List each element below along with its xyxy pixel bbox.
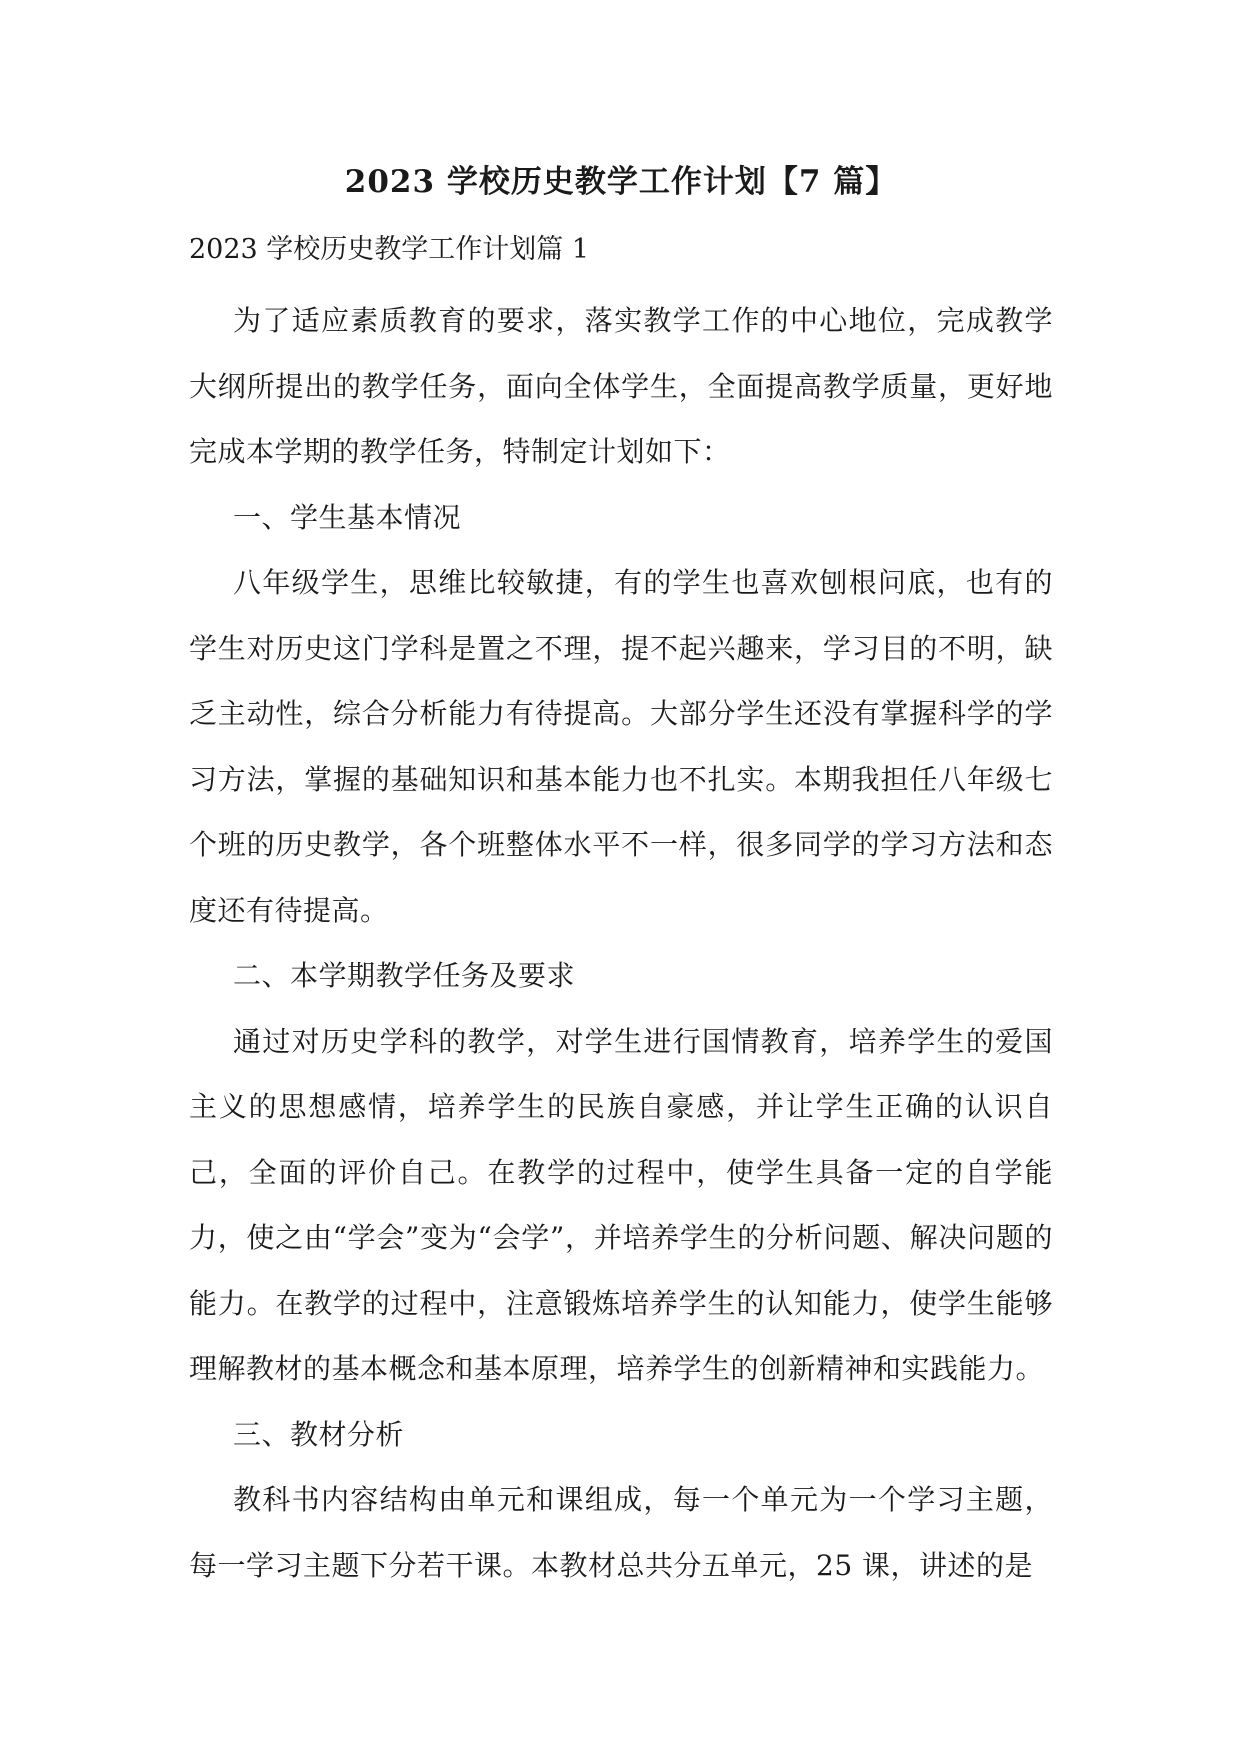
paragraph-textbook-analysis: 教科书内容结构由单元和课组成，每一个单元为一个学习主题，每一学习主题下分若干课。本教材总共分五单元，25 课，讲述的是 [189, 1483, 1053, 1582]
paragraph-student-situation: 八年级学生，思维比较敏捷，有的学生也喜欢刨根问底，也有的学生对历史这门学科是置之不理，提不起兴趣来，学习目的不明，缺乏主动性，综合分析能力有待提高。大部分学生还没有掌握科学的学习方法，掌握的基础知识和基本能力也不扎实。本期我担任八年级七个班的历史教学，各个班整体水平不一样，很多同学的学习方法和态度还有待提高。 [189, 566, 1053, 927]
document-body [189, 288, 1053, 1598]
heading-student-situation: 一、学生基本情况 [233, 500, 462, 534]
heading-textbook-analysis: 三、教材分析 [233, 1417, 405, 1451]
heading-teaching-tasks: 二、本学期教学任务及要求 [233, 959, 576, 992]
paragraph-intro: 为了适应素质教育的要求，落实教学工作的中心地位，完成教学大纲所提出的教学任务，面向全体学生，全面提高教学质量，更好地完成本学期的教学任务，特制定计划如下： [189, 304, 1053, 468]
paragraph-teaching-tasks: 通过对历史学科的教学，对学生进行国情教育，培养学生的爱国主义的思想感情，培养学生的民族自豪感，并让学生正确的认识自己，全面的评价自己。在教学的过程中，使学生具备一定的自学能力，使之由“学会”变为“会学”，并培养学生的分析问题、解决问题的能力。在教学的过程中，注意锻炼培养学生的认知能力，使学生能够理解教材的基本概念和基本原理，培养学生的创新精神和实践能力。 [189, 1024, 1053, 1385]
section-subtitle: 2023 学校历史教学工作计划篇 1 [189, 234, 590, 265]
document-title: 2023 学校历史教学工作计划【7 篇】 [344, 164, 898, 200]
